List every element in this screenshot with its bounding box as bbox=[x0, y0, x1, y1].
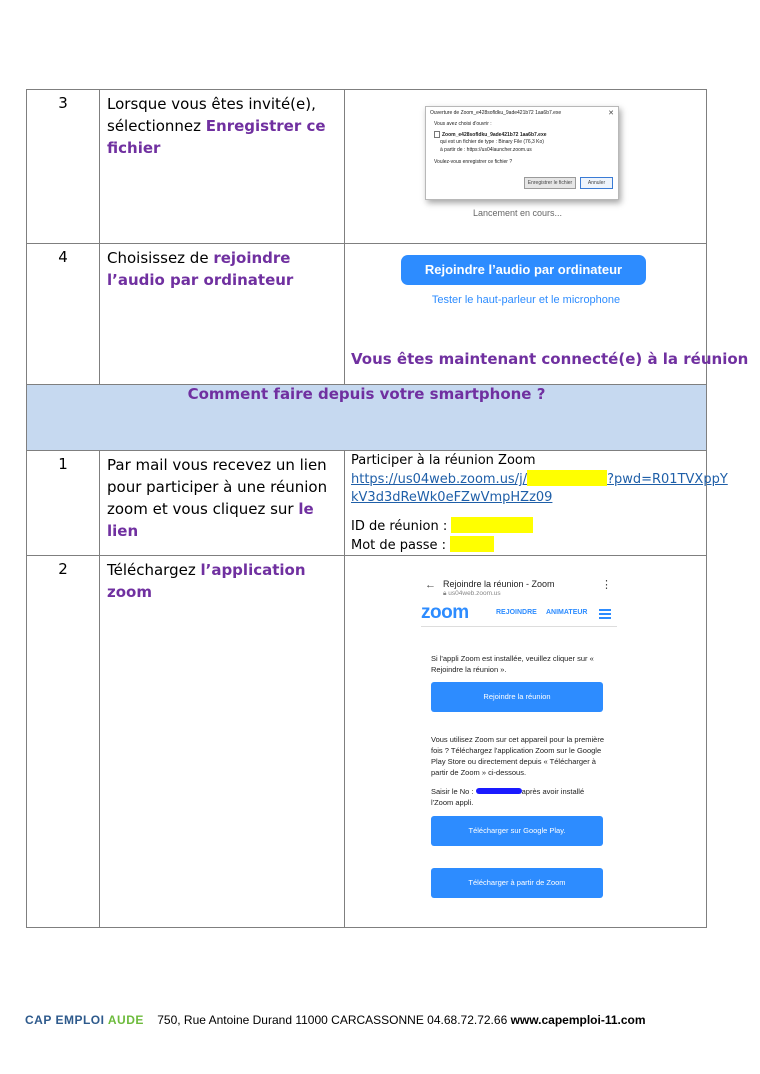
logo-aude: AUDE bbox=[107, 1013, 144, 1027]
enter-number-label: Saisir le No : bbox=[431, 787, 474, 796]
dialog-file-origin: à partir de : https://us04launcher.zoom.us bbox=[440, 147, 532, 153]
logo-cap: CAP bbox=[25, 1013, 52, 1027]
footer-address: 750, Rue Antoine Durand 11000 CARCASSONNE 04.68.72.72.66 bbox=[157, 1013, 511, 1027]
nav-join-link[interactable]: REJOINDRE bbox=[496, 609, 537, 616]
step-text-plain: Téléchargez bbox=[107, 561, 201, 579]
zoom-mobile-screenshot bbox=[345, 556, 707, 928]
phone-url-text: us04web.zoom.us bbox=[448, 590, 501, 597]
page-footer bbox=[25, 1013, 646, 1027]
download-from-zoom-button[interactable]: Télécharger à partir de Zoom bbox=[431, 868, 603, 898]
redacted-block bbox=[451, 517, 533, 533]
step-text bbox=[100, 556, 345, 928]
section-banner-row bbox=[27, 385, 707, 451]
zoom-navbar bbox=[421, 604, 617, 627]
table-row bbox=[27, 556, 707, 928]
step-text-plain: Choisissez de bbox=[107, 249, 214, 267]
phone-url bbox=[443, 590, 501, 598]
download-dialog bbox=[425, 106, 619, 200]
save-file-button[interactable]: Enregistrer le fichier bbox=[524, 177, 576, 189]
first-time-instruction: Vous utilisez Zoom sur cet appareil pour la première fois ? Téléchargez l'application Zoom sur le Google Play Store ou directement depuis « Télécharger à partir de Zoom » ci-dessous. bbox=[431, 735, 604, 777]
footer-logo bbox=[25, 1013, 144, 1027]
file-icon bbox=[434, 131, 440, 138]
phone-header-title: Rejoindre la réunion - Zoom bbox=[443, 579, 555, 589]
meeting-link-end[interactable]: ?pwd=R01TVXppY bbox=[607, 472, 728, 487]
table-row bbox=[27, 244, 707, 385]
zoom-logo[interactable]: zoom bbox=[421, 602, 469, 623]
section-banner: Comment faire depuis votre smartphone ? bbox=[27, 385, 707, 451]
step-number: 3 bbox=[27, 90, 100, 244]
table-row bbox=[27, 451, 707, 556]
step-number: 2 bbox=[27, 556, 100, 928]
dialog-file-name: Zoom_e428sofldku_9ade421b72 1aa6b7.exe bbox=[442, 131, 547, 138]
step-number: 1 bbox=[27, 451, 100, 556]
dialog-intro: Vous avez choisi d'ouvrir : bbox=[434, 121, 492, 127]
meeting-id-label: ID de réunion : bbox=[351, 519, 448, 534]
footer-website[interactable]: www.capemploi-11.com bbox=[510, 1013, 646, 1027]
step-text-highlight: le lien bbox=[107, 500, 314, 540]
lock-icon: 🔒︎ bbox=[443, 590, 447, 597]
dialog-file-type: qui est un fichier de type : Binary File (76,3 Ko) bbox=[440, 139, 544, 145]
cancel-button[interactable]: Annuler bbox=[580, 177, 613, 189]
enter-number-after: après avoir installé l'Zoom appli. bbox=[431, 787, 585, 807]
nav-host-link[interactable]: ANIMATEUR bbox=[546, 609, 588, 616]
menu-icon[interactable] bbox=[599, 609, 611, 619]
more-options-icon[interactable]: ⋮ bbox=[601, 579, 612, 591]
step-text bbox=[100, 451, 345, 556]
phone-page bbox=[421, 574, 631, 904]
installed-instruction: Si l'appli Zoom est installée, veuillez cliquer sur « Rejoindre la réunion ». bbox=[431, 654, 594, 674]
step-text bbox=[100, 90, 345, 244]
step-number: 4 bbox=[27, 244, 100, 385]
meeting-link-line2[interactable]: kV3d3dReWk0eFZwVmpHZz09 bbox=[351, 490, 553, 505]
meeting-id bbox=[351, 517, 700, 536]
instruction-table bbox=[26, 89, 749, 928]
audio-join-screenshot bbox=[345, 244, 749, 385]
join-meeting-button[interactable]: Rejoindre la réunion bbox=[431, 682, 603, 712]
redacted-block bbox=[450, 536, 494, 552]
dialog-file bbox=[434, 131, 547, 138]
meeting-link-start[interactable]: https://us04web.zoom.us/j/ bbox=[351, 472, 528, 487]
step-text-plain: Lorsque vous êtes invité(e), sélectionnez bbox=[107, 95, 316, 135]
join-audio-button[interactable]: Rejoindre l’audio par ordinateur bbox=[401, 255, 646, 285]
table-row bbox=[27, 90, 707, 244]
step-text-highlight: Enregistrer ce fichier bbox=[107, 117, 326, 157]
test-speaker-link[interactable]: Tester le haut-parleur et le microphone bbox=[431, 294, 621, 306]
meeting-password bbox=[351, 536, 700, 555]
step-text-plain: Par mail vous recevez un lien pour participer à une réunion zoom et vous cliquez sur bbox=[107, 456, 328, 518]
invitation-heading: Participer à la réunion Zoom bbox=[351, 453, 536, 468]
password-label: Mot de passe : bbox=[351, 538, 447, 553]
launch-status: Lancement en cours... bbox=[473, 208, 563, 218]
dialog-title: Ouverture de Zoom_e428sofldku_9ade421b72 1aa6b7.exe bbox=[430, 110, 562, 116]
dialog-question: Voulez-vous enregistrer ce fichier ? bbox=[434, 159, 513, 165]
meeting-link[interactable] bbox=[351, 470, 728, 489]
google-play-button[interactable]: Télécharger sur Google Play. bbox=[431, 816, 603, 846]
meeting-invitation bbox=[345, 451, 728, 556]
redacted-scribble bbox=[476, 788, 522, 794]
redacted-block bbox=[527, 470, 607, 486]
enter-number-instruction bbox=[431, 786, 607, 808]
save-dialog-screenshot bbox=[345, 90, 707, 244]
step-text-highlight: l’application zoom bbox=[107, 561, 306, 601]
close-icon[interactable]: ✕ bbox=[608, 110, 614, 117]
step-text bbox=[100, 244, 345, 385]
back-arrow-icon[interactable]: ← bbox=[425, 579, 436, 591]
connected-message: Vous êtes maintenant connecté(e) à la réunion bbox=[351, 350, 749, 368]
step-text-highlight: rejoindre l’audio par ordinateur bbox=[107, 249, 294, 289]
logo-emploi: EMPLOI bbox=[55, 1013, 105, 1027]
